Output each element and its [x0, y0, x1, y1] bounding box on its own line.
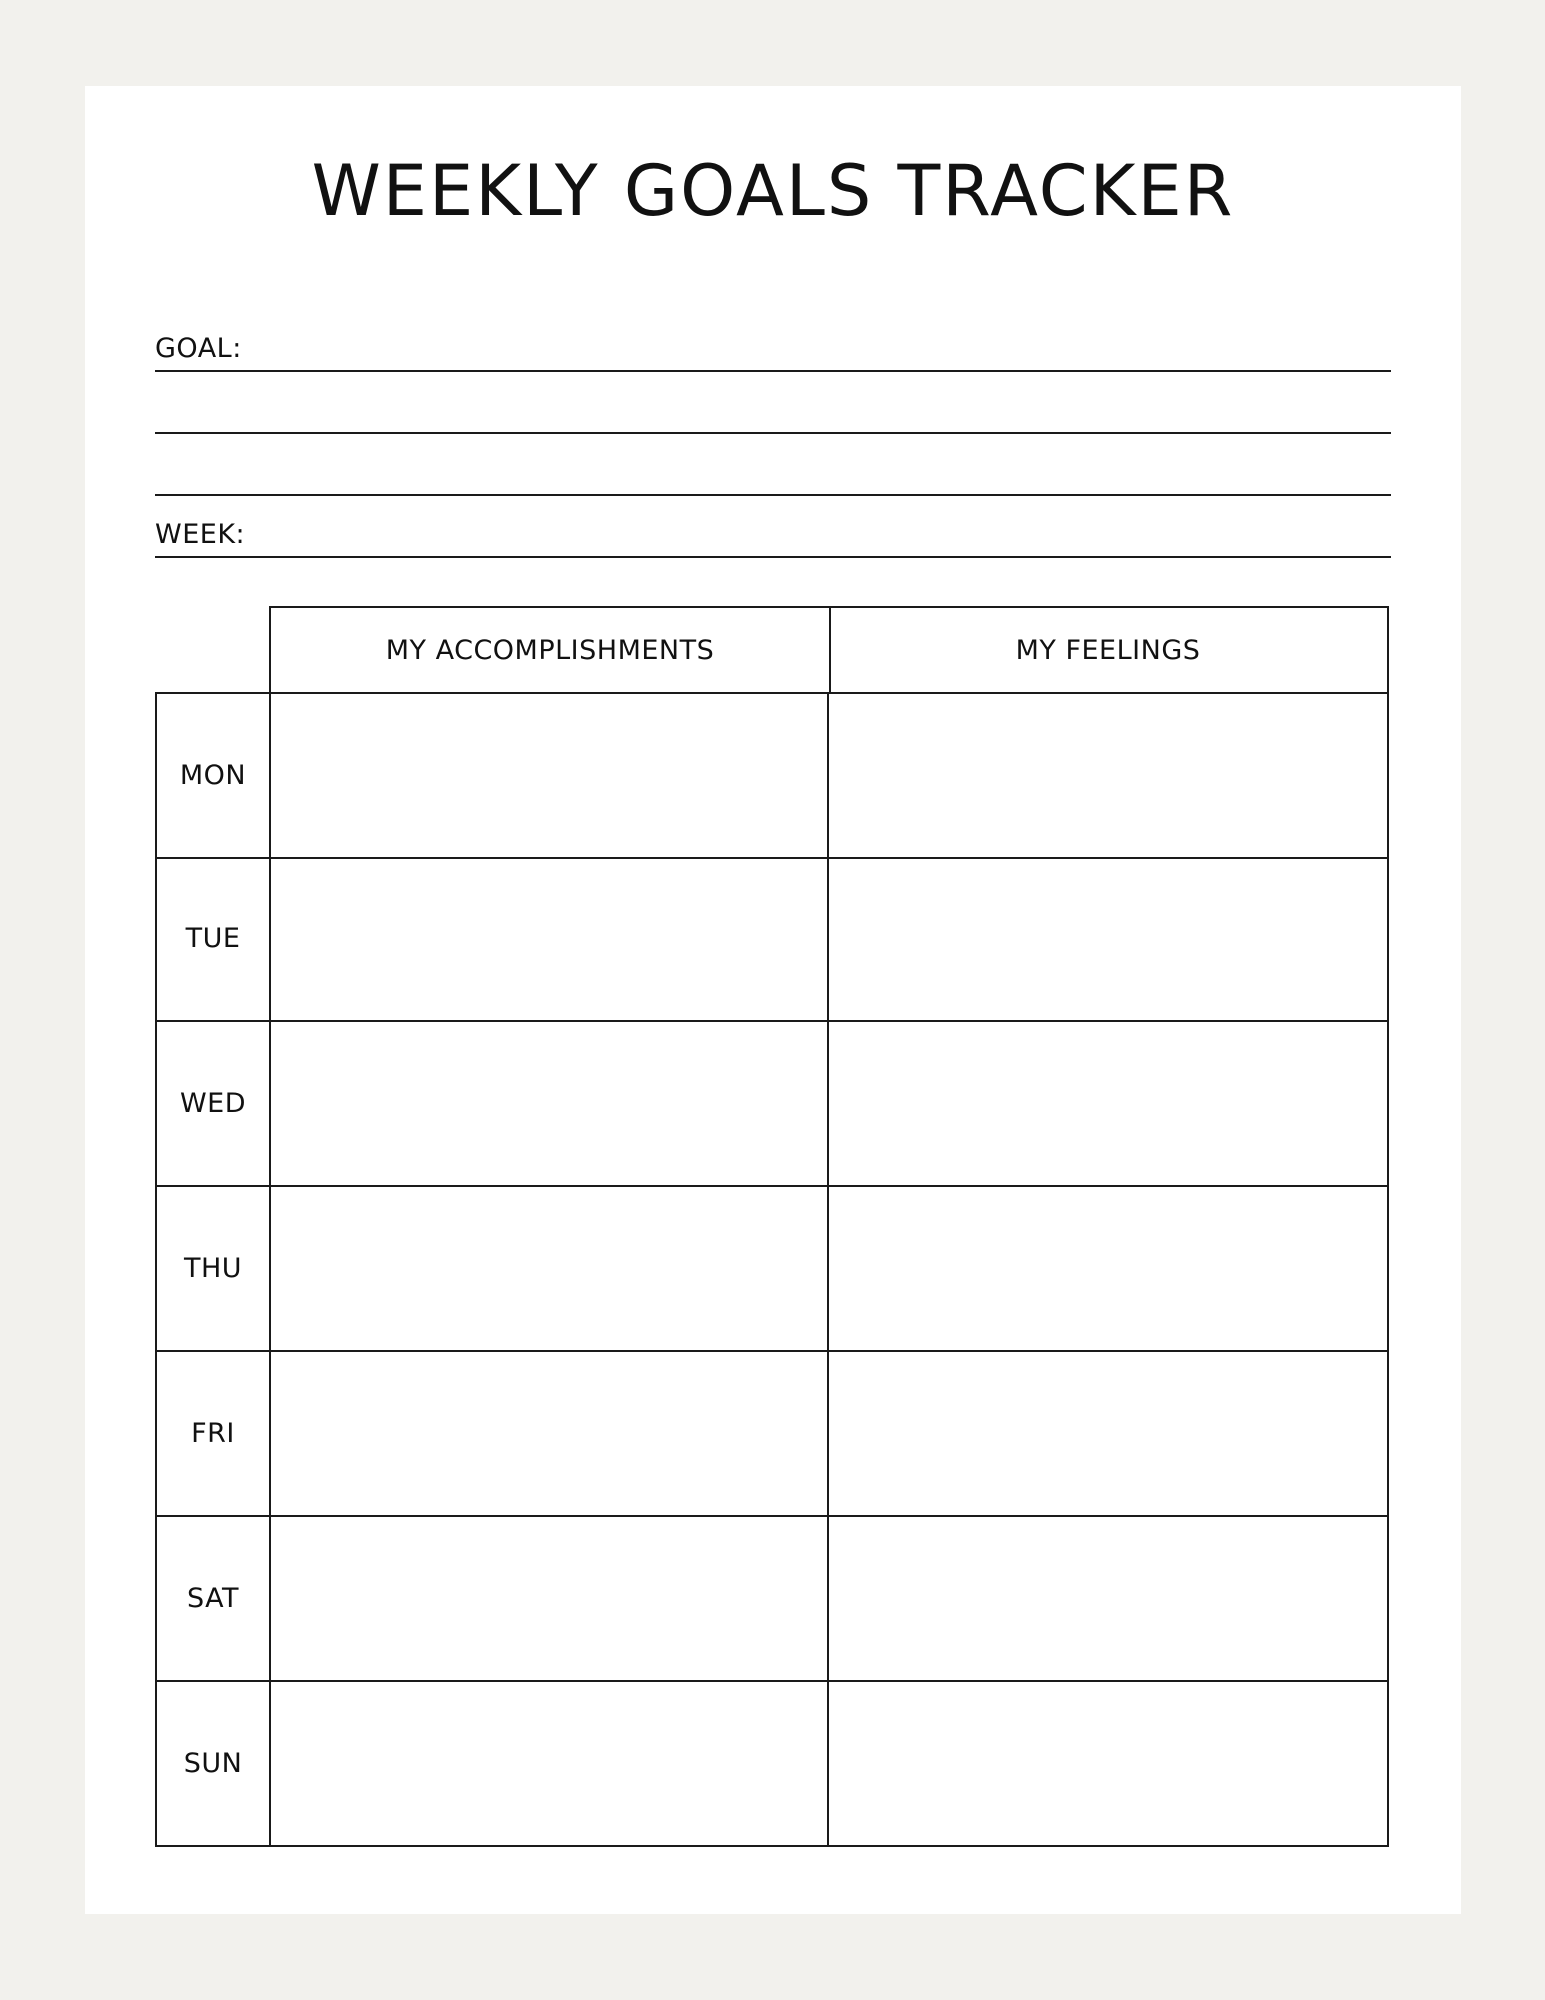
feelings-cell-wed[interactable]: [829, 1022, 1389, 1187]
tracker-page: [85, 86, 1461, 1914]
feelings-cell-fri[interactable]: [829, 1352, 1389, 1517]
feelings-cell-sat[interactable]: [829, 1517, 1389, 1682]
accomplishments-cell-sat[interactable]: [269, 1517, 829, 1682]
table-row-tue: [155, 857, 1391, 1022]
goal-line-3[interactable]: [155, 432, 1391, 496]
accomplishments-cell-fri[interactable]: [269, 1352, 829, 1517]
week-label: WEEK:: [155, 519, 246, 550]
table-header-row: [155, 606, 1391, 692]
day-label: THU: [155, 1187, 271, 1352]
day-label: WED: [155, 1022, 271, 1187]
day-label: SUN: [155, 1682, 271, 1847]
goal-line-2[interactable]: [155, 370, 1391, 434]
table-row-sat: [155, 1517, 1391, 1682]
feelings-cell-thu[interactable]: [829, 1187, 1389, 1352]
table-row-mon: [155, 692, 1391, 857]
header-feelings: MY FEELINGS: [829, 606, 1389, 694]
table-row-fri: [155, 1352, 1391, 1517]
day-label: FRI: [155, 1352, 271, 1517]
accomplishments-cell-wed[interactable]: [269, 1022, 829, 1187]
day-label: TUE: [155, 857, 271, 1022]
accomplishments-cell-thu[interactable]: [269, 1187, 829, 1352]
feelings-cell-mon[interactable]: [829, 692, 1389, 859]
accomplishments-cell-tue[interactable]: [269, 857, 829, 1022]
feelings-cell-sun[interactable]: [829, 1682, 1389, 1847]
day-label: SAT: [155, 1517, 271, 1682]
table-row-wed: [155, 1022, 1391, 1187]
accomplishments-cell-sun[interactable]: [269, 1682, 829, 1847]
weekly-table: [155, 606, 1391, 1842]
header-accomplishments: MY ACCOMPLISHMENTS: [269, 606, 831, 694]
goal-label: GOAL:: [155, 333, 242, 364]
week-field[interactable]: [155, 494, 1391, 558]
day-label: MON: [155, 692, 271, 859]
accomplishments-cell-mon[interactable]: [269, 692, 829, 859]
feelings-cell-tue[interactable]: [829, 857, 1389, 1022]
goal-field[interactable]: [155, 308, 1391, 372]
page-title: WEEKLY GOALS TRACKER: [311, 150, 1235, 232]
table-row-thu: [155, 1187, 1391, 1352]
table-row-sun: [155, 1682, 1391, 1847]
